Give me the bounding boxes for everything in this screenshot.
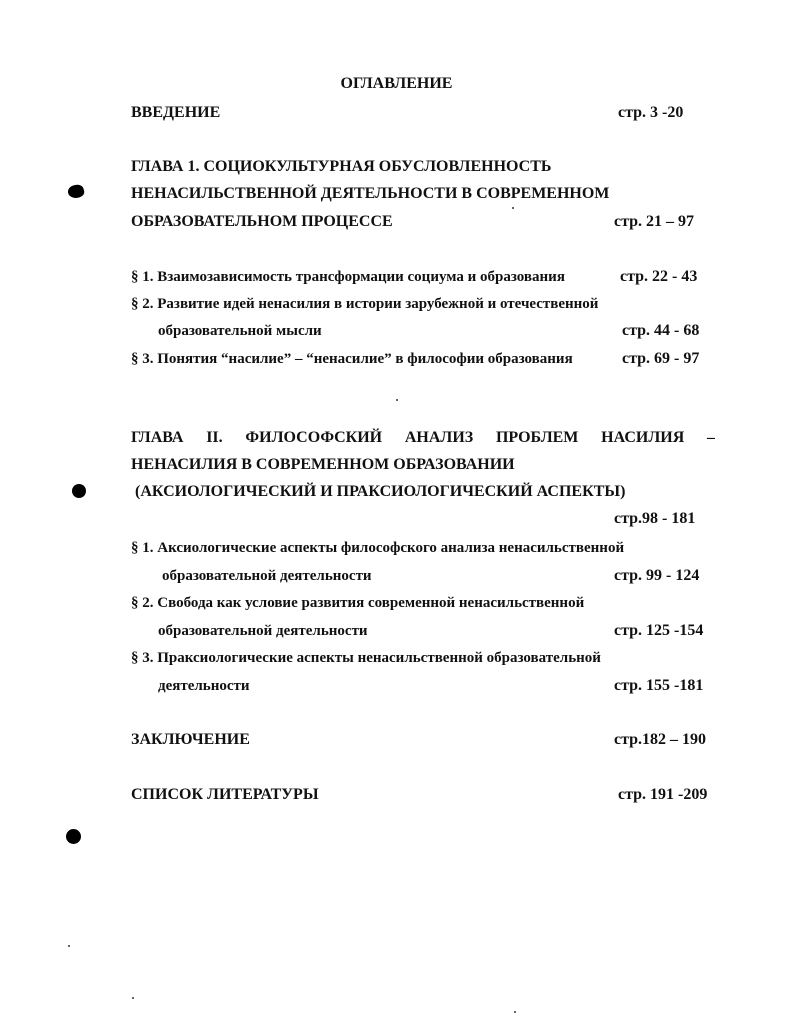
chapter2-pages: стр.98 - 181	[614, 510, 696, 527]
toc-conclusion-pages: стр.182 – 190	[614, 731, 707, 748]
chapter2-section3-title-line2: деятельности	[158, 678, 250, 694]
toc-intro-pages: стр. 3 -20	[618, 104, 684, 121]
chapter2-section2-pages: стр. 125 -154	[614, 622, 704, 639]
scan-speck	[514, 1011, 516, 1013]
chapter1-title-line3: ОБРАЗОВАТЕЛЬНОМ ПРОЦЕССЕ	[131, 213, 393, 230]
chapter2-section3-title-line1: § 3. Праксиологические аспекты ненасильственной образовательной	[131, 650, 601, 666]
toc-bibliography-pages: стр. 191 -209	[618, 786, 708, 803]
chapter2-section2-title-line1: § 2. Свобода как условие развития современной ненасильственной	[131, 595, 585, 611]
scan-speck	[396, 399, 398, 401]
chapter1-pages: стр. 21 – 97	[614, 213, 695, 230]
chapter1-title-line1: ГЛАВА 1. СОЦИОКУЛЬТУРНАЯ ОБУСЛОВЛЕННОСТЬ	[131, 158, 552, 175]
chapter1-section1-pages: стр. 22 - 43	[620, 268, 698, 285]
scan-punch-mark	[66, 829, 81, 844]
toc-conclusion-label: ЗАКЛЮЧЕНИЕ	[131, 731, 250, 748]
scan-speck	[132, 997, 134, 999]
scan-speck	[68, 945, 70, 947]
chapter2-section2-title-line2: образовательной деятельности	[158, 623, 368, 639]
chapter2-title-line2: НЕНАСИЛИЯ В СОВРЕМЕННОМ ОБРАЗОВАНИИ	[131, 456, 515, 473]
toc-intro-label: ВВЕДЕНИЕ	[131, 104, 221, 121]
chapter2-section1-title-line1: § 1. Аксиологические аспекты философского анализа ненасильственной	[131, 540, 625, 556]
chapter1-section3-title: § 3. Понятия “насилие” – “ненасилие” в философии образования	[131, 351, 573, 367]
chapter1-section2-title-line1: § 2. Развитие идей ненасилия в истории зарубежной и отечественной	[131, 296, 599, 312]
chapter1-section1-title: § 1. Взаимозависимость трансформации социума и образования	[131, 269, 565, 285]
chapter2-section3-pages: стр. 155 -181	[614, 677, 704, 694]
scan-speck	[512, 207, 514, 209]
chapter2-title-line3: (АКСИОЛОГИЧЕСКИЙ И ПРАКСИОЛОГИЧЕСКИЙ АСПЕКТЫ)	[135, 483, 626, 500]
chapter1-section3-pages: стр. 69 - 97	[622, 350, 700, 367]
toc-title: ОГЛАВЛЕНИЕ	[340, 75, 453, 92]
chapter2-section1-title-line2: образовательной деятельности	[162, 568, 372, 584]
toc-bibliography-label: СПИСОК ЛИТЕРАТУРЫ	[131, 786, 319, 803]
chapter2-title-line1: ГЛАВА II. ФИЛОСОФСКИЙ АНАЛИЗ ПРОБЛЕМ НАСИЛИЯ –	[131, 429, 715, 446]
chapter1-section2-title-line2: образовательной мысли	[158, 323, 322, 339]
scan-punch-mark	[72, 484, 86, 498]
chapter1-section2-pages: стр. 44 - 68	[622, 322, 700, 339]
chapter1-title-line2: НЕНАСИЛЬСТВЕННОЙ ДЕЯТЕЛЬНОСТИ В СОВРЕМЕННОМ	[131, 185, 610, 202]
chapter2-section1-pages: стр. 99 - 124	[614, 567, 700, 584]
scan-punch-mark	[67, 183, 86, 200]
